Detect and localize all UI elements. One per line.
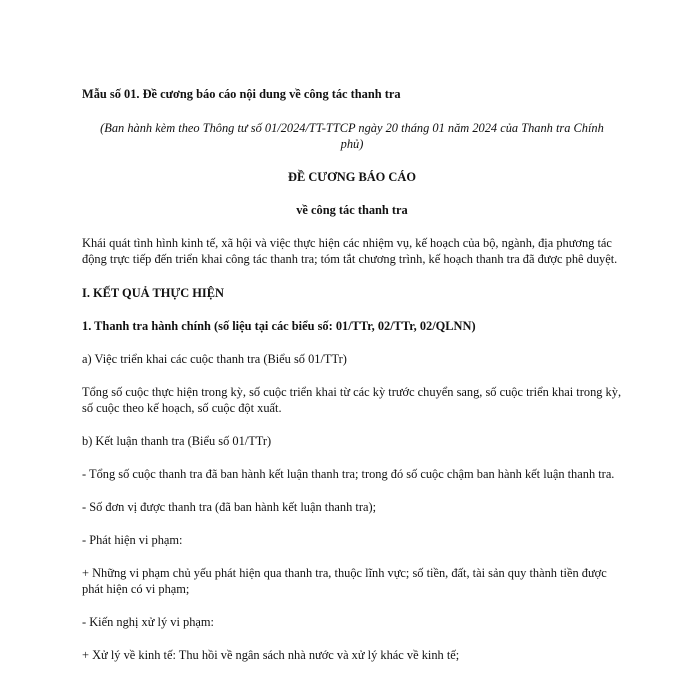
paragraph-units-inspected: - Số đơn vị được thanh tra (đã ban hành kết luận thanh tra); bbox=[82, 500, 377, 514]
paragraph-violations-found: - Phát hiện vi phạm: bbox=[82, 533, 183, 547]
document-page bbox=[82, 86, 622, 663]
form-title: Mẫu số 01. Đề cương báo cáo nội dung về công tác thanh tra bbox=[82, 87, 401, 101]
paragraph-economic-handling: + Xử lý về kinh tế: Thu hồi về ngân sách nhà nước và xử lý khác về kinh tế; bbox=[82, 648, 460, 662]
subsection-heading-administrative-inspection: 1. Thanh tra hành chính (số liệu tại các biểu số: 01/TTr, 02/TTr, 02/QLNN) bbox=[82, 319, 476, 333]
document-subtitle: về công tác thanh tra bbox=[296, 203, 408, 217]
paragraph-total-inspections: Tổng số cuộc thực hiện trong kỳ, số cuộc triển khai từ các kỳ trước chuyển sang, số cuộc triển khai trong kỳ, số cuộc theo kế hoạch, số cuộc đột xuất. bbox=[82, 385, 622, 415]
paragraph-item-b: b) Kết luận thanh tra (Biểu số 01/TTr) bbox=[82, 434, 272, 448]
paragraph-handling-recommendations: - Kiến nghị xử lý vi phạm: bbox=[82, 615, 214, 629]
section-heading-results: I. KẾT QUẢ THỰC HIỆN bbox=[82, 286, 224, 300]
paragraph-main-violations: + Những vi phạm chủ yếu phát hiện qua thanh tra, thuộc lĩnh vực; số tiền, đất, tài sản quy thành tiền được phát hiện có vi phạm; bbox=[82, 566, 607, 596]
document-title: ĐỀ CƯƠNG BÁO CÁO bbox=[288, 170, 416, 184]
paragraph-item-a: a) Việc triển khai các cuộc thanh tra (Biểu số 01/TTr) bbox=[82, 352, 347, 366]
paragraph-conclusions-issued: - Tổng số cuộc thanh tra đã ban hành kết luận thanh tra; trong đó số cuộc chậm ban hành kết luận thanh tra. bbox=[82, 467, 615, 481]
intro-paragraph: Khái quát tình hình kinh tế, xã hội và việc thực hiện các nhiệm vụ, kế hoạch của bộ, ngành, địa phương tác động trực tiếp đến triển khai công tác thanh tra; tóm tắt chương trình, kế hoạch thanh tra đã được phê duyệt. bbox=[82, 236, 618, 266]
issued-note: (Ban hành kèm theo Thông tư số 01/2024/TT-TTCP ngày 20 tháng 01 năm 2024 của Thanh tra Chính phủ) bbox=[100, 121, 604, 151]
